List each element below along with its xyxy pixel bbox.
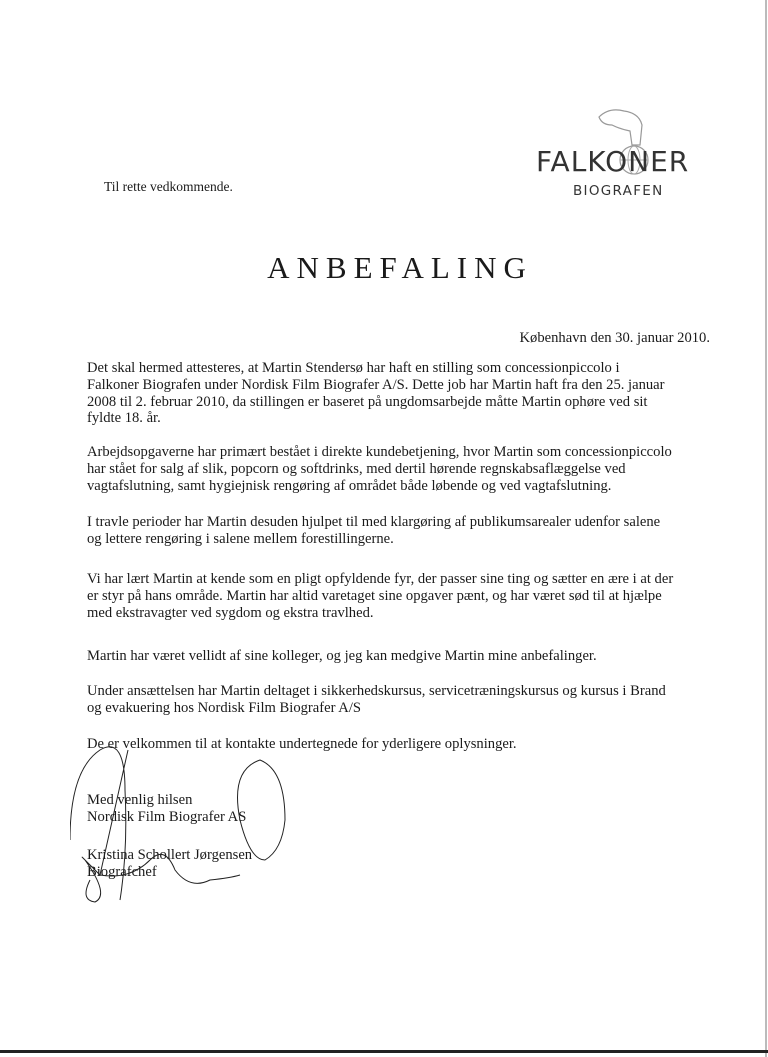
text-line: Det skal hermed attesteres, at Martin Stendersø har haft en stilling som concessionpiccolo i xyxy=(87,360,620,376)
scan-border xyxy=(0,1050,768,1053)
text-line: Martin har været vellidt af sine kolleger, og jeg kan medgive Martin mine anbefalinger. xyxy=(87,648,597,664)
text-line: Under ansættelsen har Martin deltaget i sikkerhedskursus, servicetræningskursus og kursus i Brand xyxy=(87,683,666,699)
paragraph-2 xyxy=(87,444,672,494)
text-line: I travle perioder har Martin desuden hjulpet til med klargøring af publikumsarealer udenfor salene xyxy=(87,514,661,530)
paragraph-3 xyxy=(87,514,660,548)
salutation: Med venlig hilsen xyxy=(87,792,193,808)
logo-title: FALKONER xyxy=(536,145,690,178)
paragraph-1 xyxy=(87,360,665,427)
greeting: Til rette vedkommende. xyxy=(104,179,233,194)
text-line: har stået for salg af slik, popcorn og softdrinks, med dertil hørende regnskabsaflæggelse ved xyxy=(87,460,626,477)
text-line: er styr på hans område. Martin har altid varetaget sine opgaver pænt, og har været sød til at hjælpe xyxy=(87,587,662,604)
text-line: og lettere rengøring i salene mellem forestillingerne. xyxy=(87,530,394,547)
logo-subtitle: BIOGRAFEN xyxy=(573,183,664,199)
signer-name: Kristina Schollert Jørgensen xyxy=(87,847,253,863)
document-title: ANBEFALING xyxy=(267,250,533,285)
paragraph-6 xyxy=(87,683,666,717)
text-line: fyldte 18. år. xyxy=(87,410,161,427)
paragraph-5 xyxy=(87,648,597,665)
falkoner-logo xyxy=(536,105,716,205)
handwritten-signature xyxy=(70,730,310,910)
text-line: 2008 til 2. februar 2010, da stillingen er baseret på ungdomsarbejde måtte Martin ophøre ved sit xyxy=(87,393,648,410)
scan-edge xyxy=(765,0,767,1057)
text-line: og evakuering hos Nordisk Film Biografer A/S xyxy=(87,699,362,716)
company-name: Nordisk Film Biografer AS xyxy=(87,808,247,825)
text-line: med ekstravagter ved sygdom og ekstra travlhed. xyxy=(87,604,374,621)
text-line: Falkoner Biografen under Nordisk Film Biografer A/S. Dette job har Martin haft fra den 25. januar xyxy=(87,376,665,393)
text-line: Arbejdsopgaverne har primært bestået i direkte kundebetjening, hvor Martin som concessionpiccolo xyxy=(87,444,672,460)
text-line: Vi har lært Martin at kende som en pligt opfyldende fyr, der passer sine ting og sætter en ære i at der xyxy=(87,571,674,587)
paragraph-4 xyxy=(87,571,673,621)
date-line: København den 30. januar 2010. xyxy=(519,330,710,346)
signer-role: Biografchef xyxy=(87,863,157,880)
text-line: vagtafslutning, samt hygiejnisk rengøring af området både løbende og ved vagtafslutning. xyxy=(87,477,612,494)
text-line: De er velkommen til at kontakte undertegnede for yderligere oplysninger. xyxy=(87,736,517,752)
